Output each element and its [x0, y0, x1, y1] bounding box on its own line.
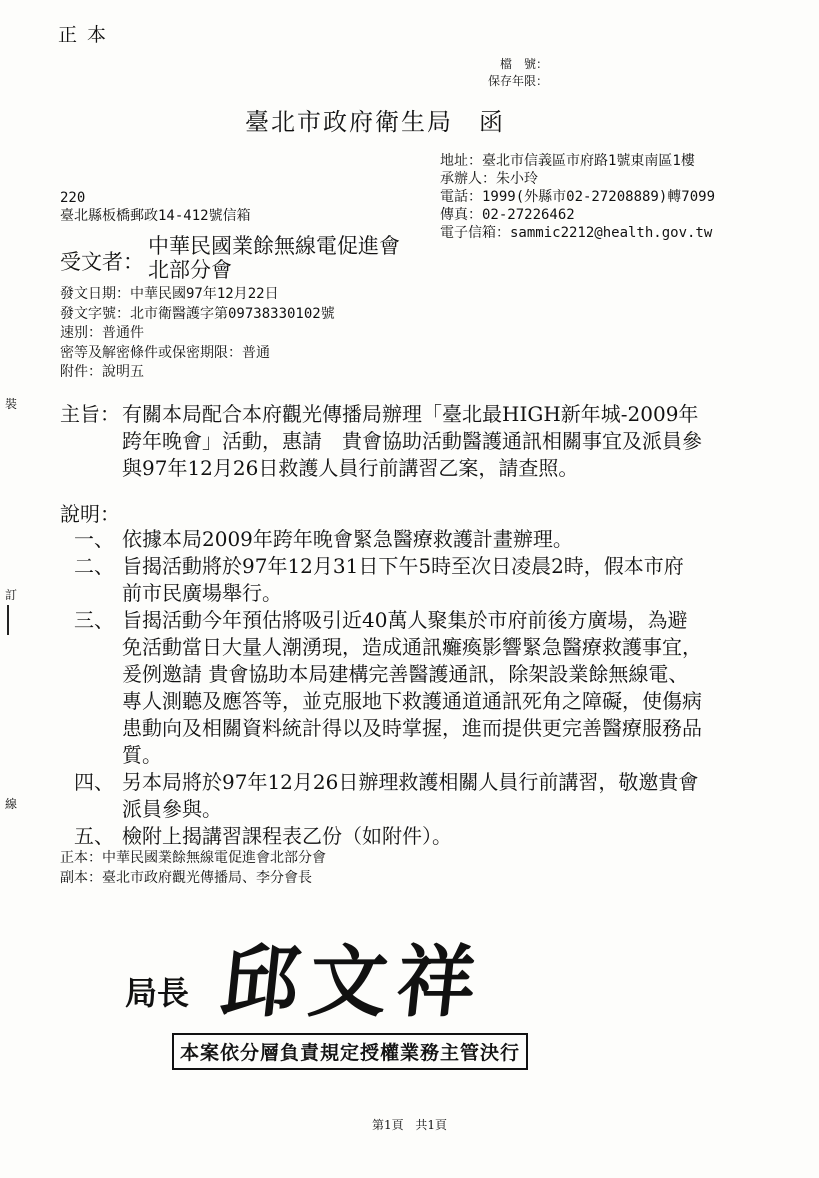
recipient-address	[60, 189, 251, 225]
retention-period-field: 保存年限：	[488, 74, 549, 88]
contact-phone: 電話：1999(外縣市02-27208889)轉7099	[440, 189, 716, 205]
delivery-speed: 速別：普通件	[60, 325, 144, 341]
description-item-3	[60, 607, 710, 769]
margin-mark-line-label: 線	[5, 797, 18, 811]
item-text: 另本局將於97年12月26日辦理救護相關人員行前講習，敬邀貴會派員參與。	[122, 770, 699, 821]
distribution-list	[60, 848, 326, 888]
recipient-name	[148, 234, 400, 282]
agency-title: 臺北市政府衛生局 函	[245, 108, 505, 136]
issue-date: 發文日期：中華民國97年12月22日	[60, 286, 279, 302]
subject-label: 主旨：	[60, 402, 120, 426]
contact-address: 地址：臺北市信義區市府路1號東南區1樓	[440, 153, 695, 169]
page-current: 第1頁	[371, 1118, 404, 1132]
contact-email: 電子信箱：sammic2212@health.gov.tw	[440, 225, 713, 241]
page-number	[0, 1116, 819, 1133]
description-list	[60, 526, 710, 850]
item-number: 二、	[74, 554, 114, 578]
contact-handler: 承辦人：朱小玲	[440, 171, 538, 187]
item-number: 一、	[74, 527, 114, 551]
recipient-name-line2: 北部分會	[148, 258, 232, 282]
reference-number: 發文字號：北市衛醫護字第09738330102號	[60, 305, 335, 322]
description-item-2	[60, 553, 710, 607]
item-number: 三、	[74, 608, 114, 632]
margin-mark-staple: 訂	[5, 588, 18, 602]
contact-block	[440, 152, 715, 242]
description-item-1	[60, 526, 710, 553]
copy-label: 正本	[58, 24, 117, 46]
item-text: 依據本局2009年跨年晚會緊急醫療救護計畫辦理。	[122, 527, 573, 551]
margin-mark-line	[7, 605, 9, 635]
delegation-stamp: 本案依分層負責規定授權業務主管決行	[172, 1033, 528, 1070]
item-number: 五、	[74, 824, 114, 848]
description-item-4	[60, 769, 710, 823]
copy-recipients: 副本：臺北市政府觀光傳播局、李分會長	[60, 870, 312, 886]
attachment-note: 附件：說明五	[60, 364, 144, 380]
margin-mark-bind: 裝	[5, 397, 18, 411]
description-item-5	[60, 823, 710, 850]
director-signature: 邱文祥	[216, 938, 491, 1028]
security-level: 密等及解密條件或保密期限：普通	[60, 344, 270, 361]
description-label: 說明：	[60, 502, 120, 526]
document-meta	[60, 285, 335, 383]
subject-text: 有關本局配合本府觀光傳播局辦理「臺北最HIGH新年城-2009年跨年晚會」活動，惠請 貴會協助活動醫護通訊相關事宜及派員參與97年12月26日救護人員行前講習乙案，請查照。	[122, 402, 702, 480]
director-title: 局長	[125, 974, 190, 1012]
recipient-label: 受文者：	[60, 250, 144, 274]
item-text: 旨揭活動將於97年12月31日下午5時至次日凌晨2時，假本市府前市民廣場舉行。	[122, 554, 684, 605]
file-meta	[488, 56, 548, 90]
item-text: 檢附上揭講習課程表乙份（如附件）。	[122, 824, 452, 848]
contact-fax: 傳真：02-27226462	[440, 207, 575, 223]
file-number-field: 檔 號：	[500, 57, 549, 71]
item-number: 四、	[74, 770, 114, 794]
recipient-zip: 220	[60, 190, 86, 206]
recipient-name-line1: 中華民國業餘無線電促進會	[148, 234, 400, 258]
page-total: 共1頁	[415, 1118, 448, 1132]
item-text: 旨揭活動今年預估將吸引近40萬人聚集於市府前後方廣場，為避免活動當日大量人潮湧現，造成通訊癱瘓影響緊急醫療救護事宜，爰例邀請 貴會協助本局建構完善醫護通訊，除架設業餘無線電、專人測聽及應答等，並克服地下救護通道通訊死角之障礙，使傷病患動向及相關資料統計得以及時掌握，進而提供更完善醫療服務品質。	[122, 608, 702, 767]
original-recipients: 正本：中華民國業餘無線電促進會北部分會	[60, 850, 326, 866]
recipient-po-box: 臺北縣板橋郵政14-412號信箱	[60, 208, 251, 224]
